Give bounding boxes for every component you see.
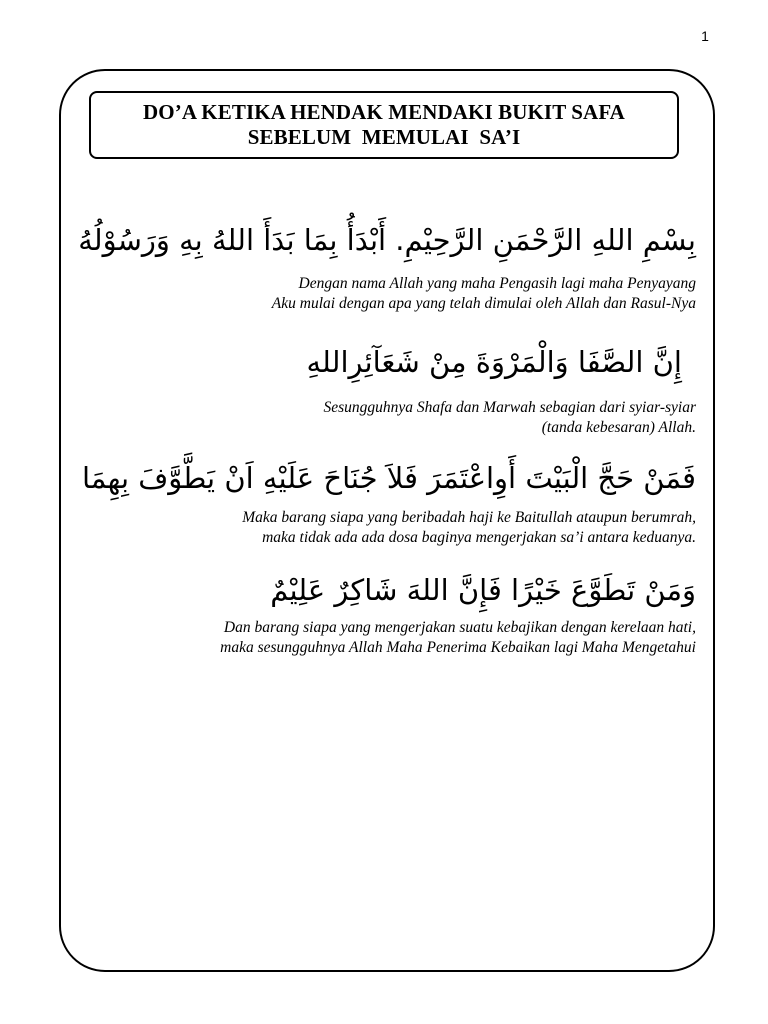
translation-4-line-2: maka sesungguhnya Allah Maha Penerima Kebaikan lagi Maha Mengetahui bbox=[220, 639, 696, 656]
prayer-section-2 bbox=[96, 340, 696, 438]
prayer-section-4 bbox=[96, 568, 696, 658]
translation-3-line-2: maka tidak ada ada dosa baginya mengerjakan sa’i antara keduanya. bbox=[262, 529, 696, 546]
translation-3-line-1: Maka barang siapa yang beribadah haji ke Baitullah ataupun berumrah, bbox=[242, 509, 696, 526]
arabic-verse-1: بِسْمِ اللهِ الرَّحْمَنِ الرَّحِيْمِ. أَبْدَأُ بِمَا بَدَأَ اللهُ بِهِ وَرَسُوْلُهُ bbox=[78, 223, 696, 257]
prayer-section-3 bbox=[81, 456, 696, 548]
translation-2-line-2: (tanda kebesaran) Allah. bbox=[541, 419, 696, 436]
title-box bbox=[89, 91, 679, 159]
arabic-verse-4: وَمَنْ تَطَوَّعَ خَيْرًا فَإِنَّ اللهَ شَاكِرٌ عَلِيْمٌ bbox=[270, 573, 696, 607]
translation-1-line-1: Dengan nama Allah yang maha Pengasih lagi maha Penyayang bbox=[298, 275, 696, 292]
title-line-2: SEBELUM MEMULAI SA’I bbox=[247, 125, 521, 149]
translation-2-line-1: Sesungguhnya Shafa dan Marwah sebagian dari syiar-syiar bbox=[323, 399, 696, 416]
translation-4-line-1: Dan barang siapa yang mengerjakan suatu kebajikan dengan kerelaan hati, bbox=[223, 619, 696, 636]
prayer-section-1 bbox=[78, 218, 696, 314]
translation-1 bbox=[96, 274, 696, 314]
page-number: 1 bbox=[701, 28, 709, 44]
translation-4 bbox=[96, 618, 696, 658]
translation-1-line-2: Aku mulai dengan apa yang telah dimulai oleh Allah dan Rasul-Nya bbox=[271, 295, 696, 312]
title-line-1: DO’A KETIKA HENDAK MENDAKI BUKIT SAFA bbox=[143, 100, 625, 124]
translation-2 bbox=[96, 398, 696, 438]
translation-3 bbox=[96, 508, 696, 548]
arabic-verse-2: إِنَّ الصَّفَا وَالْمَرْوَةَ مِنْ شَعَآئِرِاللهِ bbox=[306, 345, 682, 379]
arabic-verse-3: فَمَنْ حَجَّ الْبَيْتَ أَوِاعْتَمَرَ فَلاَ جُنَاحَ عَلَيْهِ اَنْ يَطَّوَّفَ بِهِمَا bbox=[81, 461, 696, 495]
